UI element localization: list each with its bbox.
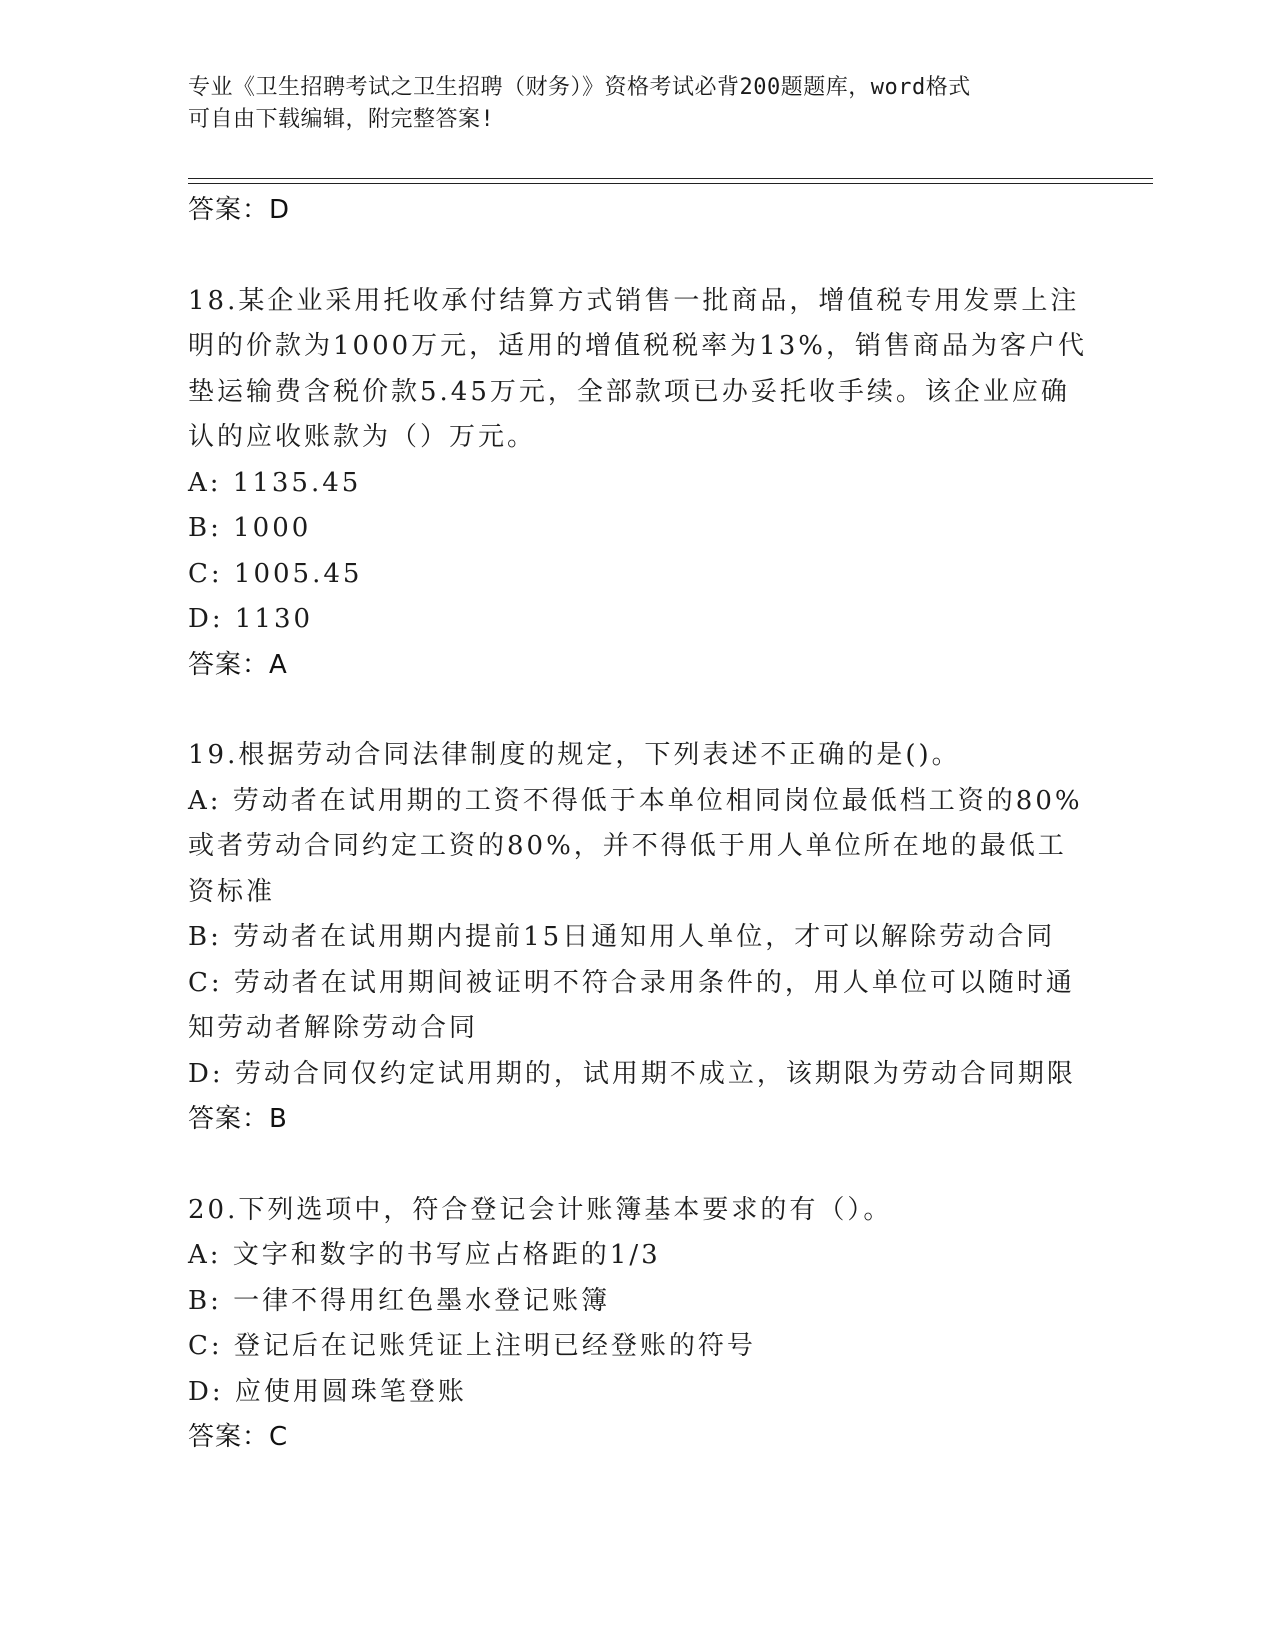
question-19-text-line-1: 19.根据劳动合同法律制度的规定，下列表述不正确的是()。 — [188, 740, 961, 770]
question-18-text-line-4: 认的应收账款为（）万元。 — [188, 422, 537, 452]
header-title-line-2: 可自由下载编辑，附完整答案! — [188, 107, 495, 132]
question-19-option-a-line-3: 资标准 — [188, 876, 276, 907]
question-19-answer: 答案：B — [188, 1104, 288, 1134]
question-20-answer: 答案：C — [188, 1422, 289, 1452]
question-19-option-b: B: 劳动者在试用期内提前15日通知用人单位，才可以解除劳动合同 — [188, 922, 1056, 952]
question-18-text-line-1: 18.某企业采用托收承付结算方式销售一批商品，增值税专用发票上注 — [188, 285, 1080, 316]
question-18 — [188, 279, 1108, 689]
question-18-option-c: C: 1005.45 — [188, 558, 363, 589]
spacer — [188, 688, 1108, 733]
question-18-option-d: D: 1130 — [188, 604, 314, 634]
spacer — [188, 1143, 1108, 1188]
question-18-option-b: B: 1000 — [188, 513, 312, 543]
spacer — [188, 234, 1108, 279]
question-19-option-d: D: 劳动合同仅约定试用期的，试用期不成立，该期限为劳动合同期限 — [188, 1058, 1076, 1089]
question-18-text-line-3: 垫运输费含税价款5.45万元，全部款项已办妥托收手续。该企业应确 — [188, 376, 1070, 407]
question-18-answer: 答案：A — [188, 649, 288, 680]
question-19-option-c-line-1: C: 劳动者在试用期间被证明不符合录用条件的，用人单位可以随时通 — [188, 967, 1075, 998]
question-19-option-c-line-2: 知劳动者解除劳动合同 — [188, 1013, 479, 1043]
question-list — [188, 188, 1108, 1461]
question-19 — [188, 733, 1108, 1143]
question-18-option-a: A: 1135.45 — [188, 467, 362, 498]
question-20-option-d: D: 应使用圆珠笔登账 — [188, 1376, 467, 1407]
question-20-text-line-1: 20.下列选项中，符合登记会计账簿基本要求的有（）。 — [188, 1194, 893, 1225]
question-20-option-a: A: 文字和数字的书写应占格距的1/3 — [188, 1240, 661, 1270]
question-20 — [188, 1188, 1108, 1461]
header-divider-bottom — [188, 183, 1153, 184]
header-title-line-1: 专业《卫生招聘考试之卫生招聘（财务）》资格考试必背200题题库，word格式 — [188, 75, 971, 100]
question-20-option-c: C: 登记后在记账凭证上注明已经登账的符号 — [188, 1331, 756, 1361]
page-header — [188, 72, 1088, 136]
question-19-option-a-line-1: A: 劳动者在试用期的工资不得低于本单位相同岗位最低档工资的80% — [188, 785, 1083, 816]
question-19-option-a-line-2: 或者劳动合同约定工资的80%，并不得低于用人单位所在地的最低工 — [188, 831, 1067, 861]
previous-answer: 答案：D — [188, 195, 291, 225]
header-divider-top — [188, 178, 1153, 179]
question-20-option-b: B: 一律不得用红色墨水登记账簿 — [188, 1285, 611, 1316]
question-18-text-line-2: 明的价款为1000万元，适用的增值税税率为13%，销售商品为客户代 — [188, 331, 1087, 361]
